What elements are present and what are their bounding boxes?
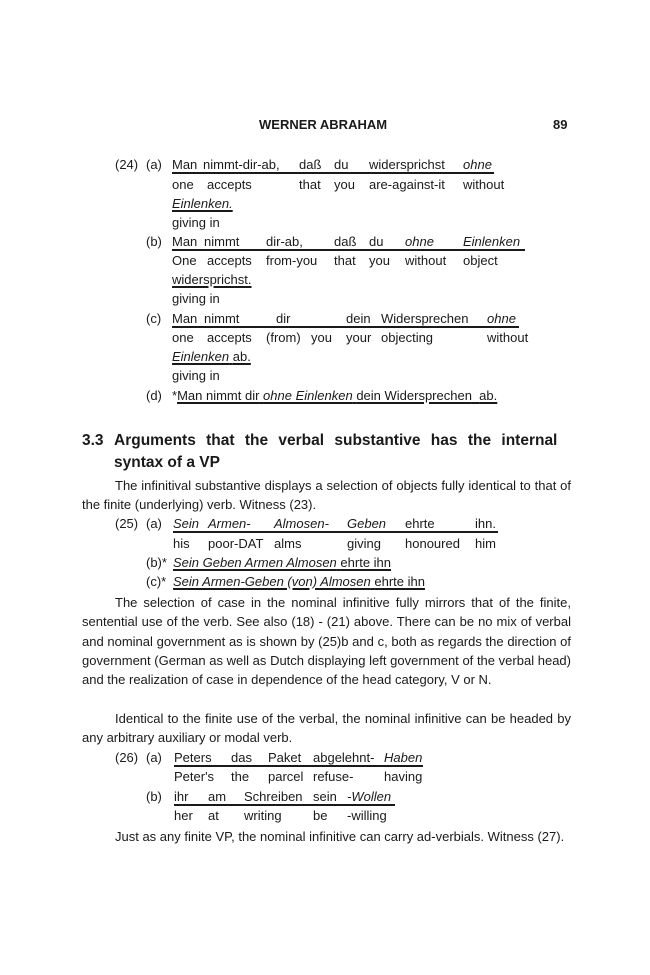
german-word: ohne [487, 311, 516, 326]
german-word: Sein [173, 516, 200, 531]
example-number: (25) [115, 516, 139, 531]
german-word: nimmt [204, 234, 240, 249]
gloss-word: giving in [172, 368, 220, 383]
gloss-word: your [346, 330, 372, 345]
gloss-word: you [369, 253, 390, 268]
gloss-word: you [334, 177, 355, 192]
german-word: daß [299, 157, 322, 172]
german-word: Schreiben [244, 789, 303, 804]
gloss-word: Peter's [174, 769, 215, 784]
gloss-word: be [313, 808, 328, 823]
german-word: Geben [347, 516, 387, 531]
ungrammatical-sentence [173, 555, 391, 571]
german-word: dein [346, 311, 371, 326]
german-word: Man [172, 157, 198, 172]
gloss-word: you [311, 330, 332, 345]
body-paragraph [82, 827, 571, 846]
gloss-word: refuse- [313, 769, 354, 784]
german-word: -Wollen [347, 789, 392, 804]
gloss-word: accepts [207, 330, 252, 345]
german-word: nimmt-dir-ab, [203, 157, 280, 172]
gloss-word: him [475, 536, 496, 551]
gloss-word: one [172, 177, 194, 192]
gloss-word: having [384, 769, 423, 784]
german-word: ohne [405, 234, 434, 249]
section-number: 3.3 [82, 432, 104, 449]
body-paragraph [82, 593, 571, 689]
gloss-word: honoured [405, 536, 460, 551]
gloss-word: objecting [381, 330, 434, 345]
paragraph-text: Just as any finite VP, the nominal infinitive can carry ad-verbials. Witness (27). [115, 829, 565, 844]
gloss-word: writing [244, 808, 282, 823]
example-label: (b) [146, 234, 162, 249]
body-paragraph [82, 709, 571, 748]
gloss-word: one [172, 330, 194, 345]
gloss-word: without [463, 177, 505, 192]
german-word: widersprichst [369, 157, 445, 172]
german-word: daß [334, 234, 357, 249]
german-word: Paket [268, 750, 302, 765]
german-word: abgelehnt- [313, 750, 375, 765]
example-number: (26) [115, 750, 139, 765]
german-word: dir-ab, [266, 234, 303, 249]
gloss-word: (from) [266, 330, 301, 345]
german-word: ihn. [475, 516, 496, 531]
german-word: Einlenken [463, 234, 521, 249]
german-word: am [208, 789, 227, 804]
german-phrase: Sein Armen-Geben (von) Almosen [173, 574, 371, 589]
german-word: das [231, 750, 252, 765]
gloss-word: at [208, 808, 219, 823]
german-word: Einlenken [172, 349, 230, 364]
ungrammatical-star: * [172, 388, 178, 403]
german-word: ab. [232, 349, 251, 364]
example-label: (c)* [146, 574, 167, 589]
german-word: Armen- [208, 516, 251, 531]
example-label: (b)* [146, 555, 167, 570]
page-number: 89 [553, 117, 568, 132]
german-word: Einlenken. [172, 196, 233, 211]
gloss-word: accepts [207, 177, 252, 192]
example-label: (d) [146, 388, 162, 403]
german-phrase: Sein Geben Armen Almosen [173, 555, 337, 570]
german-word: Widersprechen [381, 311, 469, 326]
german-word: ohne [463, 157, 492, 172]
body-paragraph [82, 476, 571, 515]
paragraph-text: The infinitival substantive displays a selection of objects fully identical to that of the finite (underlying) verb. Witness (23). [82, 478, 571, 513]
gloss-word: One [172, 253, 197, 268]
german-phrase: ohne Einlenken [263, 388, 353, 403]
example-label: (c) [146, 311, 162, 326]
gloss-word: are-against-it [369, 177, 445, 192]
example-label: (a) [146, 750, 162, 765]
german-word: widersprichst. [172, 272, 252, 287]
german-word: dir [276, 311, 291, 326]
german-word: du [334, 157, 349, 172]
german-word: Man [172, 311, 198, 326]
paragraph-text: The selection of case in the nominal infinitive fully mirrors that of the finite, sentential use of the verb. See also (18) - (21) above. There can be no mix of verbal and nominal government as is shown by (25)b and c, both as regards the direction of government (German as well as Dutch displaying left government of the verbal head) and the realization of case in dependence of the head category, V or N. [82, 595, 571, 688]
german-word: Haben [384, 750, 423, 765]
ungrammatical-sentence [172, 388, 497, 404]
example-number: (24) [115, 157, 139, 172]
gloss-word: giving [347, 536, 381, 551]
german-phrase: ab. [479, 388, 498, 403]
gloss-word: alms [274, 536, 302, 551]
example-label: (a) [146, 157, 162, 172]
gloss-word: his [173, 536, 190, 551]
running-title: WERNER ABRAHAM [259, 117, 388, 132]
gloss-word: giving in [172, 291, 220, 306]
german-word: Man [172, 234, 198, 249]
section-heading-cont [114, 452, 220, 474]
gloss-word: object [463, 253, 498, 268]
gloss-word: the [231, 769, 250, 784]
gloss-word: that [334, 253, 356, 268]
gloss-word: accepts [207, 253, 252, 268]
ungrammatical-sentence [173, 574, 425, 590]
german-word: Almosen- [274, 516, 329, 531]
gloss-word: that [299, 177, 321, 192]
gloss-word: parcel [268, 769, 304, 784]
german-word: ihr [174, 789, 189, 804]
section-heading [82, 430, 571, 452]
german-phrase: Man nimmt dir [177, 388, 260, 403]
paragraph-text: Identical to the finite use of the verbal, the nominal infinitive can be headed by any arbitrary auxiliary or modal verb. [82, 711, 571, 746]
german-line [172, 349, 251, 365]
gloss-word: -willing [347, 808, 387, 823]
example-label: (b) [146, 789, 162, 804]
german-word: sein [313, 789, 337, 804]
section-title-line2: syntax of a VP [114, 454, 220, 471]
german-word: Peters [174, 750, 212, 765]
german-phrase: ehrte ihn [374, 574, 425, 589]
german-word: nimmt [204, 311, 240, 326]
german-word: ehrte [405, 516, 435, 531]
german-phrase: ehrte ihn [340, 555, 392, 570]
german-phrase: dein Widersprechen [356, 388, 472, 403]
gloss-word: poor-DAT [208, 536, 264, 551]
gloss-word: from-you [266, 253, 318, 268]
section-title-line1: Arguments that the verbal substantive has the internal [114, 432, 558, 449]
example-label: (a) [146, 516, 162, 531]
german-word: du [369, 234, 384, 249]
gloss-word: without [487, 330, 529, 345]
gloss-word: without [405, 253, 447, 268]
gloss-word: giving in [172, 215, 220, 230]
gloss-word: her [174, 808, 193, 823]
